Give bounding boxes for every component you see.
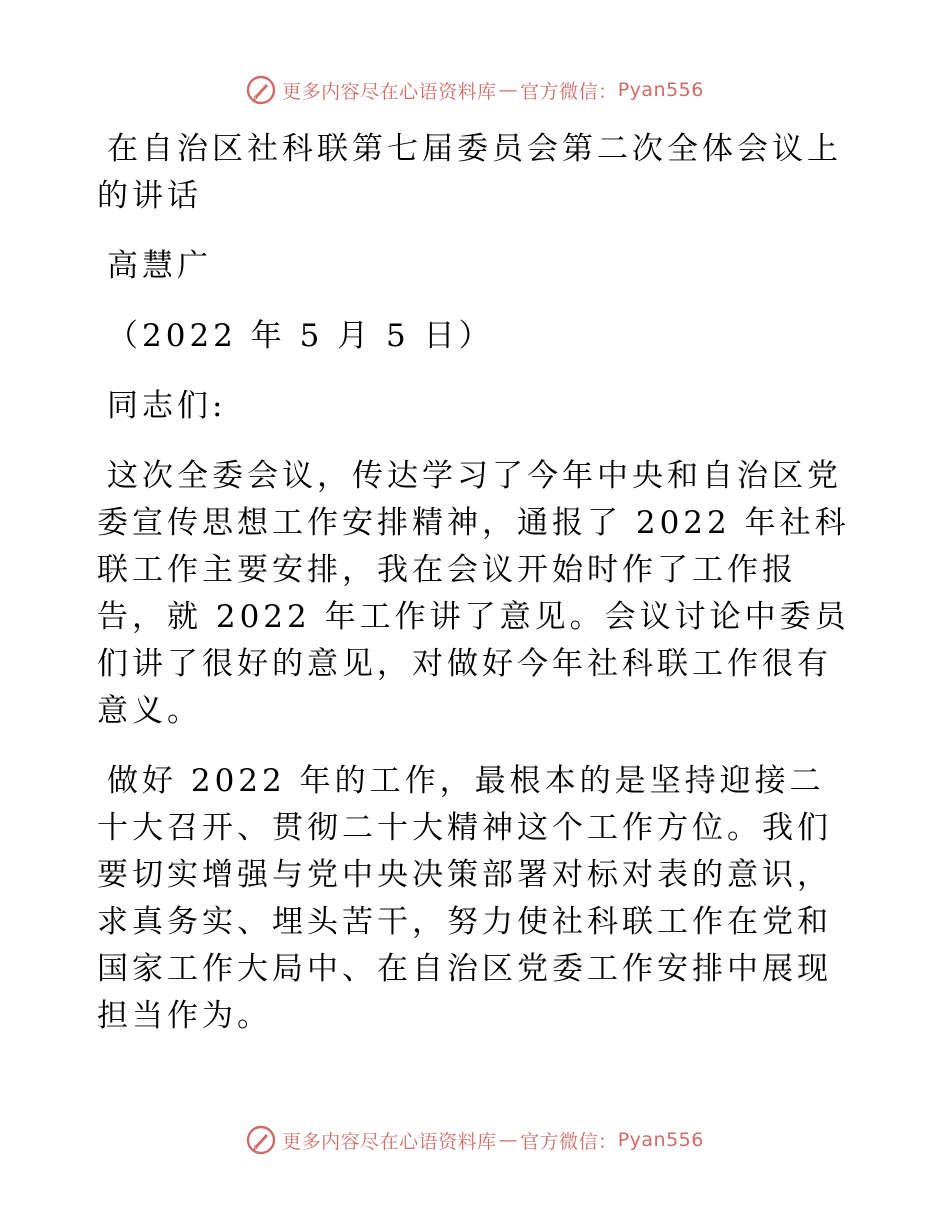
watermark-footer [0,1123,950,1157]
document-title [97,126,857,220]
document-body [97,126,857,1063]
watermark-main-text: 更多内容尽在心语资料库 [282,1130,497,1153]
paragraph-2: 做好 2022 年的工作，最根本的是坚持迎接二十大召开、贯彻二十大精神这个工作方位。我们要切实增强与党中央决策部署对标对表的意识，求真务实、埋头苦干，努力使社科联工作在党和国家工作大局中、在自治区党委工作安排中展现担当作为。 [97,763,832,1034]
watermark-main-text: 更多内容尽在心语资料库 [282,80,497,103]
document-author: 高慧广 [107,248,212,284]
watermark-official-label: 官方微信： [520,1130,618,1153]
watermark-handle: Pyan556 [617,79,704,101]
pen-circle-logo-icon [246,1125,276,1155]
document-date: （2022 年 5 月 5 日） [107,318,494,354]
pen-circle-logo-icon [246,75,276,105]
document-salutation: 同志们: [107,388,227,424]
title-line-2: 的讲话 [97,178,202,214]
paragraph-1: 这次全委会议，传达学习了今年中央和自治区党委宣传思想工作安排精神，通报了 2022 年社科联工作主要安排，我在会议开始时作了工作报告，就 2022 年工作讲了意见。会议讨论中委员们讲了很好的意见，对做好今年社科联工作很有意义。 [97,458,850,729]
watermark-separator: — [498,79,519,101]
watermark-official-label: 官方微信： [520,80,618,103]
watermark-header [0,73,950,107]
watermark-separator: — [498,1129,519,1151]
title-line-1: 在自治区社科联第七届委员会第二次全体会议上 [107,131,842,167]
watermark-handle: Pyan556 [617,1129,704,1151]
